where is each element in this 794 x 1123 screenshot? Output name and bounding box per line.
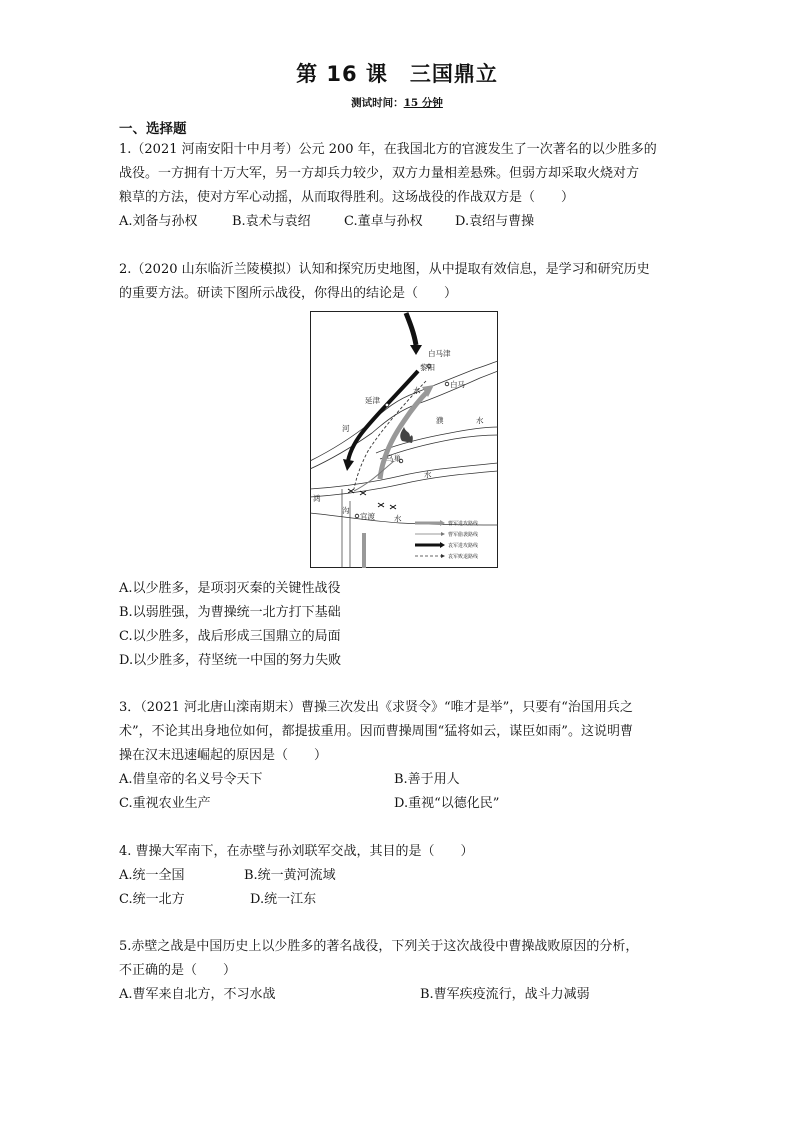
label-shui: 水 (394, 514, 402, 523)
lesson-number: 第 16 课 (296, 62, 388, 86)
legend-cao-attack: 曹军进攻路线 (448, 521, 479, 527)
label-shui: 水 (413, 386, 421, 395)
q3-option-b: B.善于用人 (394, 772, 460, 787)
label-pu: 濮 (436, 416, 444, 425)
label-liyang: 黎阳 (420, 363, 435, 372)
q3-line: 3．（2021 河北唐山滦南期末）曹操三次发出《求贤令》“唯才是举”，只要有“治国用兵之 (119, 700, 633, 715)
battle-map (310, 311, 498, 568)
label-he: 河 (342, 424, 350, 433)
q2-line: 的重要方法。研读下图所示战役，你得出的结论是（ ） (119, 286, 458, 301)
q2-option-a: A.以少胜多，是项羽灭秦的关键性战役 (119, 581, 341, 596)
city-baima (445, 382, 449, 386)
q1-option-c: C.董卓与孙权 (344, 214, 423, 229)
q4-option-b: B.统一黄河流域 (244, 868, 336, 883)
test-time-label: 测试时间： (351, 97, 404, 109)
q3-line: 术”，不论其出身地位如何，都提拔重用。因而曹操周围“猛将如云，谋臣如雨”。这说明曹 (119, 724, 633, 739)
q4-option-a: A.统一全国 (119, 868, 185, 883)
label-hong: 鸿 (313, 494, 321, 503)
q2-option-c: C.以少胜多，战后形成三国鼎立的局面 (119, 629, 341, 644)
page-title (0, 58, 794, 88)
test-time (0, 95, 794, 110)
q1-option-a: A.刘备与孙权 (119, 214, 198, 229)
q3-line: 操在汉末迅速崛起的原因是（ ） (119, 748, 328, 763)
q5-line: 不正确的是（ ） (119, 963, 237, 978)
q1-option-b: B.袁术与袁绍 (232, 214, 311, 229)
section-heading: 一、选择题 (119, 121, 187, 137)
label-gou: 沟 (342, 506, 350, 515)
city-guandu (355, 514, 359, 518)
q1-line: 粮草的方法，使对方军心动摇，从而取得胜利。这场战役的作战双方是（ ） (119, 190, 575, 205)
label-wuchao: 乌巢 (386, 454, 401, 463)
q4-option-d: D.统一江东 (250, 892, 317, 907)
legend-cao-raid: 曹军偷袭路线 (448, 532, 479, 538)
test-time-value: 15 分钟 (403, 97, 443, 109)
q1-line: 战役。一方拥有十万大军，另一方却兵力较少，双方力量相差悬殊。但弱方却采取火烧对方 (119, 166, 640, 181)
q2-option-b: B.以弱胜强，为曹操统一北方打下基础 (119, 605, 341, 620)
label-shui: 水 (424, 470, 432, 479)
label-baimajin: 白马津 (428, 349, 451, 358)
q4-option-c: C.统一北方 (119, 892, 185, 907)
q3-option-c: C.重视农业生产 (119, 796, 211, 811)
q4-line: 4. 曹操大军南下，在赤壁与孙刘联军交战，其目的是（ ） (119, 844, 474, 859)
label-shui: 水 (476, 416, 484, 425)
q1-option-d: D.袁绍与曹操 (455, 214, 535, 229)
q3-option-a: A.借皇帝的名义号令天下 (119, 772, 263, 787)
city-yanjin (385, 403, 389, 407)
lesson-title: 三国鼎立 (409, 62, 498, 86)
legend-yuan-attack: 袁军进攻路线 (448, 543, 479, 549)
label-yanjin: 延津 (365, 396, 380, 405)
q5-line: 5.赤壁之战是中国历史上以少胜多的著名战役，下列关于这次战役中曹操战败原因的分析， (119, 939, 639, 954)
q5-option-a: A.曹军来自北方，不习水战 (119, 987, 276, 1002)
label-guandu: 官渡 (360, 512, 375, 521)
legend-yuan-retreat: 袁军败退路线 (448, 554, 479, 560)
label-baima: 白马 (450, 380, 465, 389)
q5-option-b: B.曹军疾疫流行，战斗力减弱 (420, 987, 590, 1002)
q2-line: 2.（2020 山东临沂兰陵模拟）认知和探究历史地图，从中提取有效信息，是学习和研究历史 (119, 262, 650, 277)
q2-option-d: D.以少胜多，苻坚统一中国的努力失败 (119, 653, 342, 668)
q1-line: 1.（2021 河南安阳十中月考）公元 200 年，在我国北方的官渡发生了一次著名的以少胜多的 (119, 142, 657, 157)
q3-option-d: D.重视“以德化民” (394, 796, 500, 811)
